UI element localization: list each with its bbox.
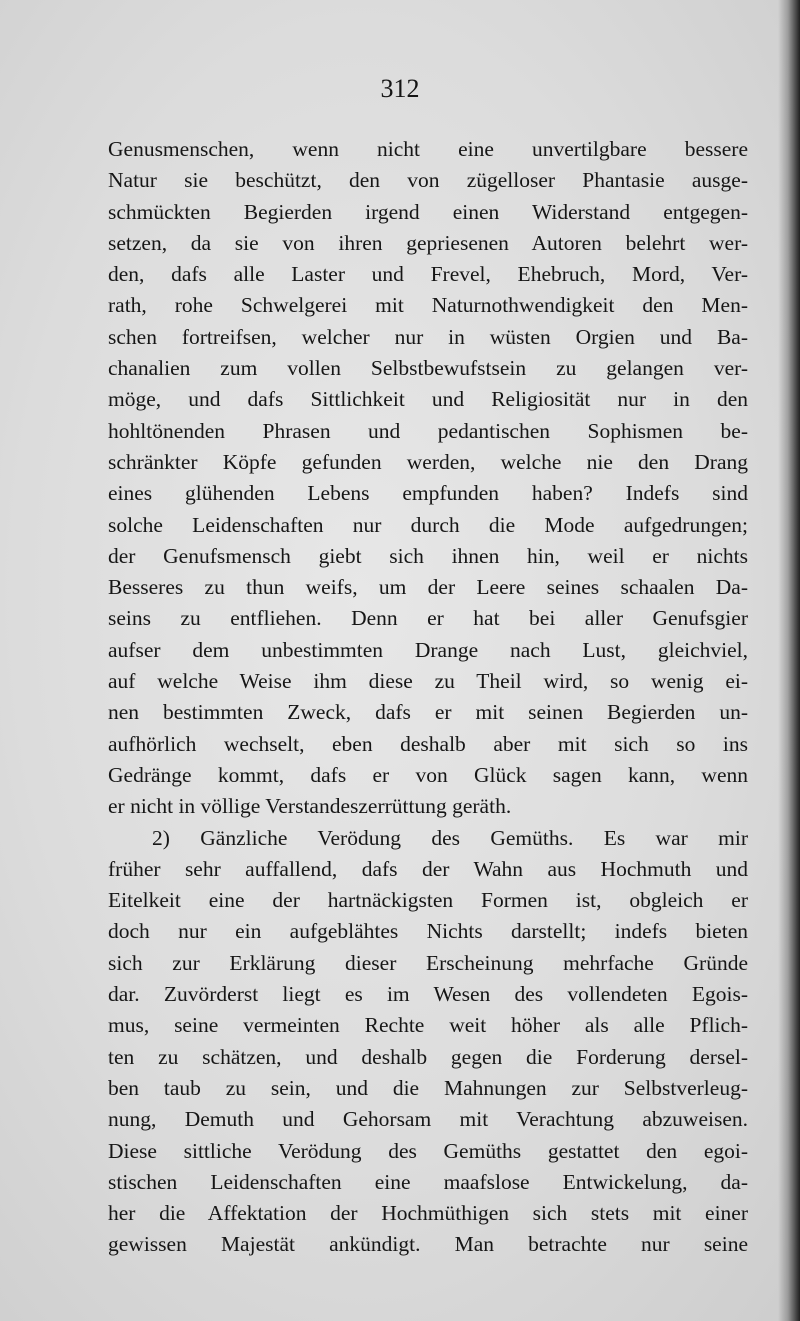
text-line: Eitelkeit eine der hartnäckigsten Formen ist, obgleich er [108,888,748,913]
text-line: früher sehr auffallend, dafs der Wahn aus Hochmuth und [108,856,748,881]
section-heading-line: 2) Gänzliche Verödung des Gemüths. Es war mir [152,825,748,850]
text-line: schränkter Köpfe gefunden werden, welche nie den Drang [108,449,748,474]
text-line: nung, Demuth und Gehorsam mit Verachtung abzuweisen. [108,1107,748,1132]
text-line: setzen, da sie von ihren gepriesenen Autoren belehrt wer- [108,230,748,255]
text-line: Genusmenschen, wenn nicht eine unvertilgbare bessere [108,137,748,161]
text-line: chanalien zum vollen Selbstbewufstsein zu gelangen ver- [108,356,748,381]
text-line: stischen Leidenschaften eine maafslose Entwickelung, da- [108,1169,748,1194]
text-line: schmückten Begierden irgend einen Widerstand entgegen- [108,199,748,224]
text-line: der Genufsmensch giebt sich ihnen hin, weil er nichts [108,543,748,568]
text-line: Besseres zu thun weifs, um der Leere seines schaalen Da- [108,575,748,600]
text-line: nen bestimmten Zweck, dafs er mit seinen Begierden un- [108,700,748,725]
body-text [108,134,748,1261]
text-line: auf welche Weise ihm diese zu Theil wird, so wenig ei- [108,669,748,694]
text-line: Natur sie beschützt, den von zügelloser Phantasie ausge- [108,168,748,193]
text-line: mus, seine vermeinten Rechte weit höher als alle Pflich- [108,1013,748,1038]
text-line: dar. Zuvörderst liegt es im Wesen des vollendeten Egois- [108,982,748,1007]
text-line: doch nur ein aufgeblähtes Nichts darstellt; indefs bieten [108,919,748,944]
text-line: den, dafs alle Laster und Frevel, Ehebruch, Mord, Ver- [108,262,748,287]
text-line: gewissen Majestät ankündigt. Man betrachte nur seine [108,1232,748,1257]
text-line: Diese sittliche Verödung des Gemüths gestattet den egoi- [108,1138,748,1163]
book-spine-shadow [778,0,800,1321]
text-line: ben taub zu sein, und die Mahnungen zur Selbstverleug- [108,1075,748,1100]
text-line: sich zur Erklärung dieser Erscheinung mehrfache Gründe [108,950,748,975]
paragraph-end-line: er nicht in völlige Verstandeszerrüttung geräth. [108,794,512,819]
text-line: schen fortreifsen, welcher nur in wüsten Orgien und Ba- [108,324,748,349]
text-line: seins zu entfliehen. Denn er hat bei aller Genufsgier [108,606,748,631]
text-line: her die Affektation der Hochmüthigen sich stets mit einer [108,1201,748,1226]
text-line: eines glühenden Lebens empfunden haben? Indefs sind [108,481,748,506]
text-line: hohltönenden Phrasen und pedantischen Sophismen be- [108,418,748,443]
text-line: solche Leidenschaften nur durch die Mode aufgedrungen; [108,512,748,537]
text-line: aufhörlich wechselt, eben deshalb aber mit sich so ins [108,731,748,756]
text-line: möge, und dafs Sittlichkeit und Religiosität nur in den [108,387,748,412]
text-line: ten zu schätzen, und deshalb gegen die Forderung dersel- [108,1044,748,1069]
text-line: aufser dem unbestimmten Drange nach Lust, gleichviel, [108,637,748,662]
text-line: Gedränge kommt, dafs er von Glück sagen kann, wenn [108,762,748,787]
page-number: 312 [380,74,420,103]
text-line: rath, rohe Schwelgerei mit Naturnothwendigkeit den Men- [108,293,748,318]
